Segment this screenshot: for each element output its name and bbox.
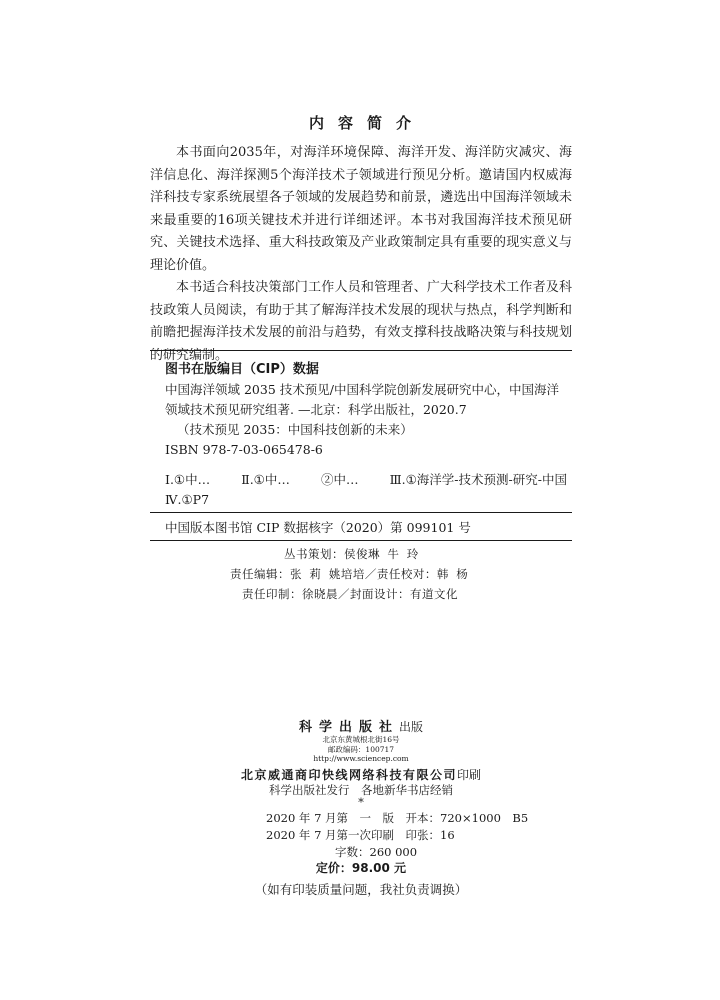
intro-title: 内容简介 (308, 114, 425, 132)
edition-line: 2020 年 7 月第 一 版 开本：720×1000 B5 (266, 811, 529, 825)
cip-bottom-rule (150, 540, 572, 541)
intro-body (150, 142, 572, 367)
quality-note: （如有印装质量问题，我社负责调换） (254, 882, 468, 897)
cip-category-3: ②中… (320, 472, 359, 487)
cip-category-iv: Ⅳ.①P7 (165, 492, 210, 507)
cip-heading: 图书在版编目（CIP）数据 (165, 362, 319, 377)
cip-category-4: Ⅲ.①海洋学-技术预测-研究-中国 (389, 472, 567, 487)
printer-line (150, 764, 572, 783)
publisher-address: 北京东黄城根北街16号 (322, 735, 400, 744)
printer-name: 北京威通商印快线网络科技有限公司 (240, 768, 457, 782)
distribution-line: 科学出版社发行 各地新华书店经销 (269, 783, 453, 797)
publisher-line (150, 716, 572, 735)
intro-paragraph-1: 本书面向2035年，对海洋环境保障、海洋开发、海洋防灾减灾、海洋信息化、海洋探测5个海洋技术子领域进行预见分析。邀请国内权威海洋科技专家系统展望各子领域的发展趋势和前景，遴选出中国海洋领域未来最重要的16项关键技术并进行详细述评。本书对我国海洋技术预见研究、关键技术选择、重大科技政策及产业政策制定具有重要的现实意义与理论价值。 (150, 145, 572, 273)
printer-suffix: 印刷 (457, 768, 482, 782)
cip-check-number: 中国版本图书馆 CIP 数据核字（2020）第 099101 号 (165, 520, 471, 535)
cip-series: （技术预见 2035：中国科技创新的未来） (177, 422, 413, 437)
printing-line: 2020 年 7 月第一次印刷 印张：16 (266, 828, 455, 842)
publisher-suffix: 出版 (399, 720, 424, 734)
publisher-url: http://www.sciencep.com (313, 754, 409, 763)
publisher-name: 科学出版社 (298, 720, 399, 735)
cip-category-1: Ⅰ.①中… (165, 472, 211, 487)
separator-star: * (358, 795, 364, 809)
cip-top-rule (150, 350, 572, 351)
price: 定价：98.00 元 (315, 861, 407, 875)
credit-editors: 责任编辑：张 莉 姚培培／责任校对：韩 杨 (230, 567, 469, 581)
cip-category-2: Ⅱ.①中… (241, 472, 290, 487)
cip-mid-rule (150, 512, 572, 513)
publisher-postcode: 邮政编码：100717 (327, 745, 395, 754)
cip-title-line: 中国海洋领域 2035 技术预见/中国科学院创新发展研究中心，中国海洋领域技术预见研究组著. —北京：科学出版社，2020.7 (165, 382, 559, 417)
cip-categories (165, 470, 567, 490)
word-count: 字数：260 000 (335, 845, 418, 859)
credit-series-planner: 丛书策划：侯俊琳 牛 玲 (284, 547, 419, 561)
cip-record (165, 380, 567, 510)
cip-isbn: ISBN 978-7-03-065478-6 (165, 442, 323, 457)
intro-paragraph-2: 本书适合科技决策部门工作人员和管理者、广大科学技术工作者及科技政策人员阅读，有助于其了解海洋技术发展的现状与热点，科学判断和前瞻把握海洋技术发展的前沿与趋势，有效支撑科技战略决策与科技规划的研究编制。 (150, 280, 572, 363)
credit-production: 责任印制：徐晓晨／封面设计：有道文化 (242, 587, 458, 601)
